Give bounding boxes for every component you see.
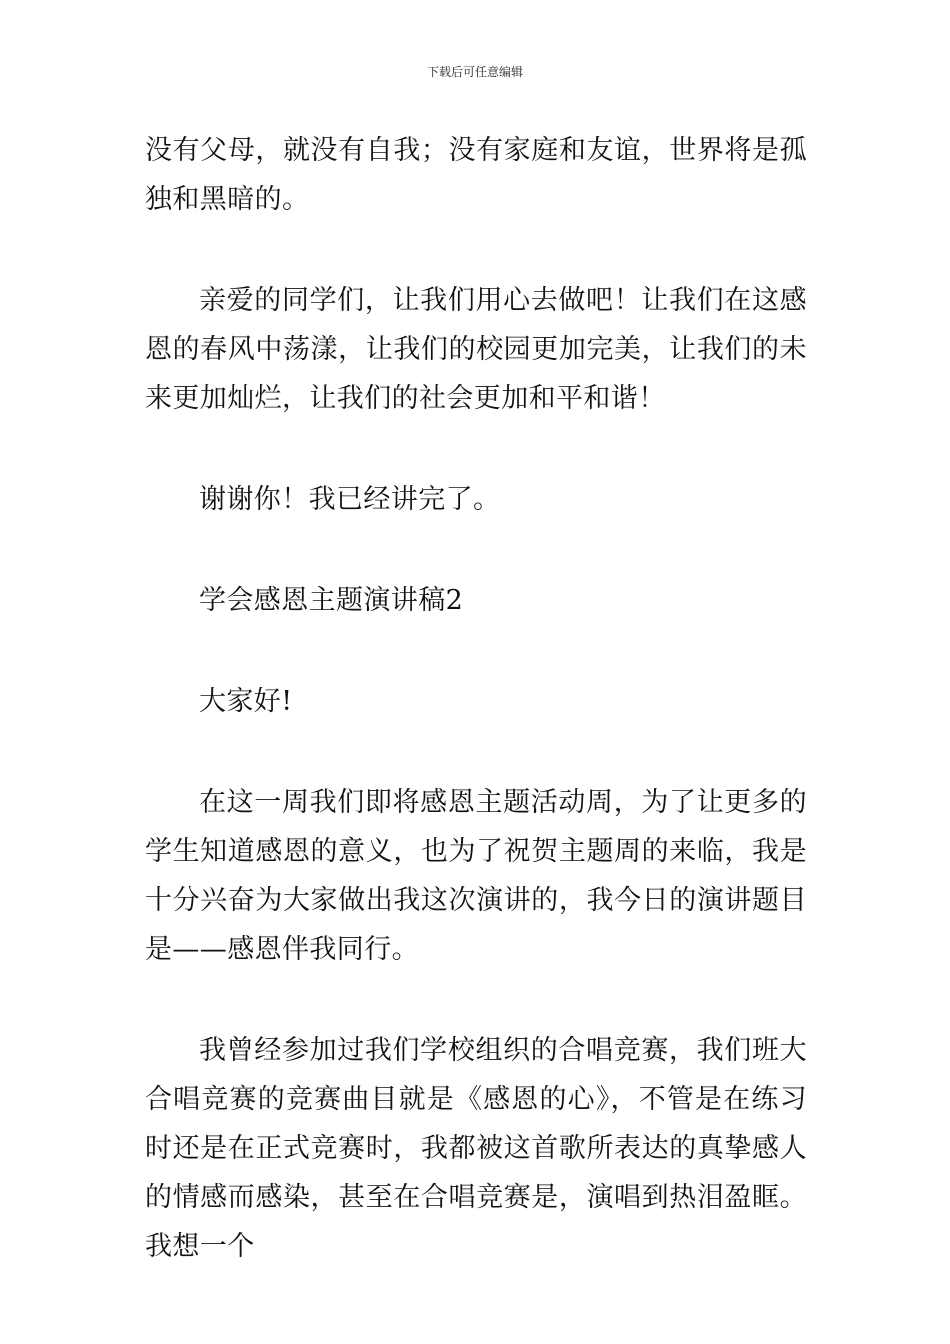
document-body [145,126,807,1323]
paragraph-2: 亲爱的同学们，让我们用心去做吧！让我们在这感恩的春风中荡漾，让我们的校园更加完美，让我们的未来更加灿烂，让我们的社会更加和平和谐！ [145,285,807,414]
paragraph-3: 谢谢你！我已经讲完了。 [199,484,501,515]
greeting: 大家好! [199,686,293,717]
paragraph-7: 我曾经参加过我们学校组织的合唱竞赛，我们班大合唱竞赛的竞赛曲目就是《感恩的心》，不管是在练习时还是在正式竞赛时，我都被这首歌所表达的真挚感人的情感而感染，甚至在合唱竞赛是，演唱到热泪盈眶。我想一个 [145,1035,807,1262]
paragraph-1: 没有父母，就没有自我；没有家庭和友谊，世界将是孤独和黑暗的。 [145,135,807,215]
section-heading: 学会感恩主题演讲稿2 [199,585,464,616]
page-header-note: 下载后可任意编辑 [426,65,523,79]
paragraph-6: 在这一周我们即将感恩主题活动周，为了让更多的学生知道感恩的意义，也为了祝贺主题周的来临，我是十分兴奋为大家做出我这次演讲的，我今日的演讲题目是——感恩伴我同行。 [145,787,807,965]
